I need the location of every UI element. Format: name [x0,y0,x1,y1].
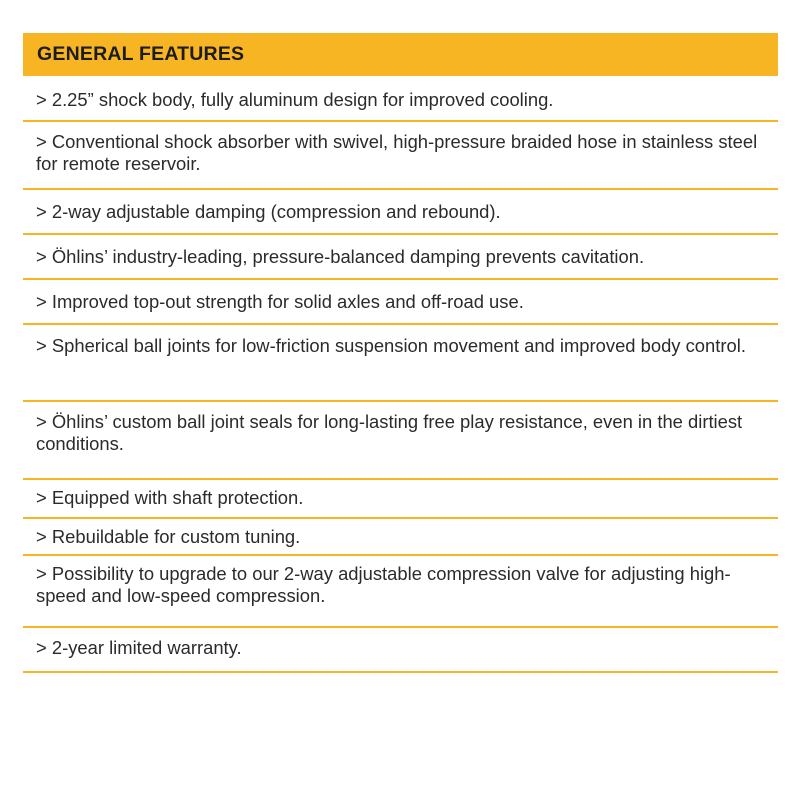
feature-text: > 2.25” shock body, fully aluminum design for improved cooling. [36,89,554,110]
feature-text: > Öhlins’ industry-leading, pressure-balanced damping prevents cavitation. [36,246,645,267]
feature-item [23,280,778,325]
feature-item [23,519,778,556]
feature-item [23,480,778,519]
feature-item [23,76,778,122]
feature-text: > 2-way adjustable damping (compression and rebound). [36,201,501,222]
feature-item [23,628,778,673]
feature-item [23,556,778,628]
feature-text: > Öhlins’ custom ball joint seals for long-lasting free play resistance, even in the dirtiest conditions. [36,411,743,454]
feature-list [23,76,778,673]
feature-text: > Possibility to upgrade to our 2-way adjustable compression valve for adjusting high-speed and low-speed compression. [36,563,731,606]
general-features-panel [23,33,778,673]
feature-item [23,325,778,402]
feature-text: > Conventional shock absorber with swivel, high-pressure braided hose in stainless steel for remote reservoir. [36,131,758,174]
feature-text: > 2-year limited warranty. [36,637,242,658]
section-header [23,33,778,76]
feature-item [23,235,778,280]
feature-text: > Spherical ball joints for low-friction suspension movement and improved body control. [36,335,746,356]
feature-item [23,122,778,190]
section-title: GENERAL FEATURES [37,43,245,65]
feature-item [23,402,778,480]
feature-text: > Improved top-out strength for solid axles and off-road use. [36,291,524,312]
feature-text: > Equipped with shaft protection. [36,487,304,508]
feature-item [23,190,778,235]
feature-text: > Rebuildable for custom tuning. [36,526,301,547]
